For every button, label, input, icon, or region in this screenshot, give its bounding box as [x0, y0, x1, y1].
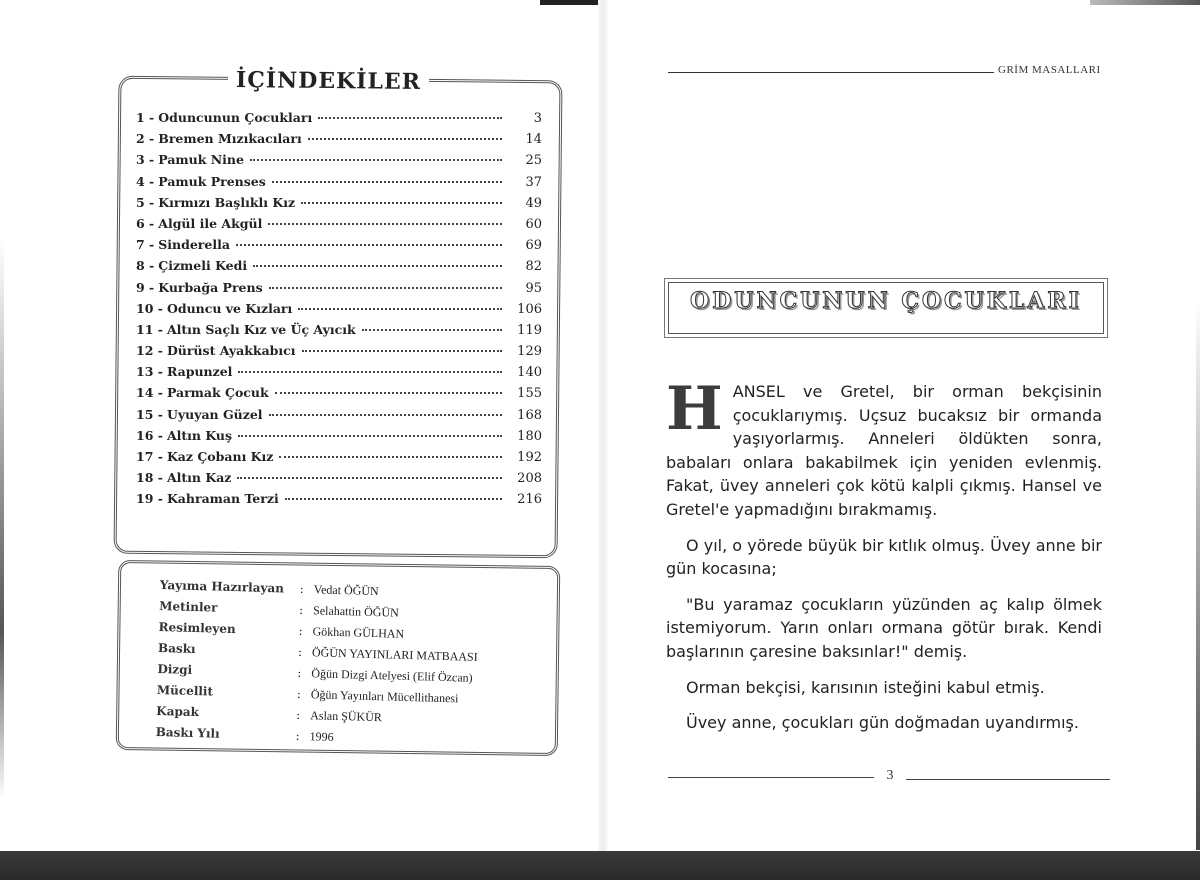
toc-entry-title: Altın Kuş: [166, 427, 233, 443]
toc-entry-page: 69: [525, 238, 542, 254]
toc-entry-number: 8 -: [136, 258, 155, 274]
credit-value: ÖĞÜN YAYINLARI MATBAASI: [311, 645, 478, 664]
toc-entry-number: 6 -: [136, 215, 155, 231]
leader-dots: [362, 329, 502, 331]
toc-entry: [136, 322, 542, 343]
toc-entry-number: 7 -: [136, 237, 155, 253]
leader-dots: [272, 181, 502, 183]
toc-entry-number: 1 -: [136, 110, 155, 125]
toc-entry-page: 140: [517, 365, 542, 381]
drop-cap: H: [666, 374, 723, 444]
toc-entry-title: Kahraman Terzi: [166, 491, 279, 507]
toc-entry-page: 168: [517, 407, 542, 423]
toc-entry-title: Rapunzel: [166, 364, 233, 380]
toc-entry-number: 14 -: [136, 385, 163, 401]
leader-dots: [308, 138, 502, 140]
leader-dots: [268, 223, 502, 225]
toc-entry-page: 95: [525, 280, 542, 296]
story-body: [666, 374, 1102, 747]
toc-entry-page: 155: [517, 386, 542, 402]
toc-entry-number: 13 -: [136, 364, 163, 380]
paragraph-text: ANSEL ve Gretel, bir orman bekçisinin çocuklarıymış. Uçsuz bucaksız bir ormanda yaşıyorlarmış. Anneleri öldükten sonra, babaları onlara bakabilmek için yeniden evlenmiş. Fakat, üvey anneleri çok kötü kalpli çıkmış. Hansel ve Gretel'e yapmadığını bırakmamış.: [666, 382, 1102, 519]
credit-separator: :: [298, 623, 303, 639]
credit-value: Selahattin ÖĞÜN: [312, 603, 399, 620]
toc-entry: [136, 216, 542, 237]
toc-entry: [136, 152, 542, 173]
story-paragraph: Orman bekçisi, karısının isteğini kabul etmiş.: [686, 677, 1045, 697]
credit-label: Dizgi: [157, 661, 193, 677]
toc-entry: [136, 301, 542, 322]
leader-dots: [269, 287, 502, 289]
scan-shadow-top-right: [1090, 0, 1200, 5]
toc-entry-number: 9 -: [136, 279, 155, 295]
toc-entry-title: Çizmeli Kedi: [158, 258, 248, 274]
toc-entry-page: 60: [525, 216, 542, 232]
chapter-title: ODUNCUNUN ÇOCUKLARI: [690, 288, 1082, 314]
toc-entry: [136, 428, 542, 449]
toc-entry-number: 16 -: [136, 427, 163, 443]
toc-entry-page: 180: [517, 428, 542, 444]
scan-bottom-edge: [0, 851, 1200, 880]
toc-entry-page: 14: [525, 132, 542, 148]
toc-entry: [136, 470, 542, 491]
toc-entry-number: 15 -: [136, 406, 163, 422]
page-number: 3: [886, 768, 894, 783]
toc-entry-title: Dürüst Ayakkabıcı: [166, 343, 296, 359]
toc-entry-number: 3 -: [136, 152, 155, 168]
toc-entry-page: 216: [517, 492, 542, 508]
toc-entry-title: Oduncu ve Kızları: [166, 300, 293, 316]
toc-entry: [136, 407, 542, 428]
story-paragraph: Üvey anne, çocukları gün doğmadan uyandırmış.: [686, 713, 1079, 733]
leader-dots: [238, 435, 502, 437]
story-paragraph: [666, 374, 1102, 522]
credit-label: Baskı Yılı: [155, 724, 220, 741]
toc-entry-page: 37: [525, 174, 542, 190]
credit-separator: :: [296, 707, 301, 722]
toc-entry-page: 25: [525, 153, 542, 169]
toc-entry: [136, 195, 542, 216]
toc-entry-title: Kaz Çobanı Kız: [166, 449, 274, 464]
leader-dots: [302, 350, 502, 352]
toc-entry-page: 129: [517, 344, 542, 360]
toc-entry: [136, 343, 542, 364]
credit-value: 1996: [309, 729, 334, 744]
toc-entry-title: Pamuk Prenses: [158, 173, 266, 189]
running-head: GRİM MASALLARI: [998, 64, 1101, 76]
leader-dots: [275, 392, 502, 394]
credit-value: Gökhan GÜLHAN: [312, 624, 405, 641]
toc-entry-number: 5 -: [136, 194, 155, 210]
leader-dots: [237, 477, 502, 479]
scan-edge-right: [1196, 300, 1200, 850]
toc-entry-number: 10 -: [136, 300, 163, 316]
toc-entry: [136, 174, 542, 195]
footer-rule-right: [906, 779, 1110, 780]
toc-entry-title: Oduncunun Çocukları: [158, 110, 313, 125]
story-paragraph: "Bu yaramaz çocukların yüzünden aç kalıp ölmek istemiyorum. Yarın onları ormana götür bırak. Kendi başlarının çaresine baksınlar!" demiş.: [666, 594, 1102, 661]
toc-entry: [136, 449, 542, 470]
toc-entry: [136, 385, 542, 406]
toc-entry-number: 12 -: [136, 343, 163, 359]
toc-entry: [136, 491, 542, 512]
credit-separator: :: [297, 644, 303, 659]
toc-entry-page: 49: [525, 195, 542, 211]
credit-label: Mücellit: [156, 682, 214, 699]
toc-entry-page: 106: [517, 301, 542, 317]
credit-value: Aslan ŞÜKÜR: [310, 708, 383, 725]
story-paragraph: O yıl, o yörede büyük bir kıtlık olmuş. Üvey anne bir gün kocasına;: [666, 535, 1102, 579]
leader-dots: [318, 117, 502, 119]
footer-rule-left: [668, 777, 874, 778]
credit-value: Öğün Dizgi Atelyesi (Elif Özcan): [311, 666, 473, 685]
leader-dots: [253, 265, 502, 267]
credit-label: Baskı: [157, 640, 196, 657]
toc-entry: [136, 280, 542, 301]
toc-entry-number: 18 -: [136, 470, 163, 486]
credit-value: Öğün Yayınları Mücellithanesi: [310, 687, 459, 706]
credits-list: [155, 578, 550, 757]
credit-separator: :: [296, 686, 302, 701]
leader-dots: [238, 371, 502, 373]
toc-entry-title: Kurbağa Prens: [158, 279, 263, 295]
credit-label: Kapak: [156, 703, 200, 720]
scan-edge-left: [0, 240, 4, 800]
toc-entry-title: Bremen Mızıkacıları: [158, 131, 302, 147]
toc-list: [136, 110, 542, 513]
leader-dots: [250, 159, 502, 161]
leader-dots: [269, 414, 502, 416]
toc-entry-title: Altın Saçlı Kız ve Üç Ayıcık: [166, 321, 356, 337]
credit-label: Resimleyen: [158, 619, 236, 637]
leader-dots: [298, 308, 502, 310]
toc-entry-page: 192: [517, 450, 542, 465]
leader-dots: [285, 498, 502, 500]
toc-entry: [136, 258, 542, 279]
toc-entry-number: 17 -: [136, 449, 163, 464]
toc-entry-title: Kırmızı Başlıklı Kız: [158, 194, 296, 210]
credit-separator: :: [295, 728, 300, 743]
credit-label: Yayıma Hazırlayan: [159, 578, 285, 596]
toc-entry: [136, 237, 542, 258]
toc-entry-title: Altın Kaz: [166, 470, 232, 486]
leader-dots: [236, 244, 502, 246]
toc-entry-title: Algül ile Akgül: [158, 215, 263, 231]
toc-entry: [136, 131, 542, 152]
leader-dots: [279, 456, 502, 458]
toc-entry: [136, 110, 542, 131]
toc-entry-page: 119: [517, 322, 542, 338]
toc-entry-number: 2 -: [136, 131, 155, 147]
credit-separator: :: [298, 602, 304, 618]
credit-label: Metinler: [159, 598, 218, 615]
toc-entry-title: Parmak Çocuk: [166, 385, 269, 401]
credit-value: Vedat ÖĞÜN: [313, 582, 379, 599]
toc-entry-number: 19 -: [136, 491, 163, 507]
toc-entry-number: 11 -: [136, 321, 163, 337]
header-rule: [668, 72, 994, 73]
toc-entry-page: 3: [533, 111, 542, 126]
toc-entry-page: 82: [525, 259, 542, 275]
credit-separator: :: [299, 581, 304, 597]
toc-entry-title: Uyuyan Güzel: [166, 406, 263, 422]
toc-entry-page: 208: [517, 471, 542, 487]
toc-entry-title: Pamuk Nine: [158, 152, 244, 168]
toc-entry-number: 4 -: [136, 173, 155, 189]
credit-separator: :: [297, 665, 302, 680]
toc-entry-title: Sinderella: [158, 237, 230, 253]
book-gutter: [598, 0, 608, 851]
toc-title: İÇİNDEKİLER: [228, 67, 429, 95]
toc-entry: [136, 364, 542, 385]
leader-dots: [301, 202, 502, 204]
